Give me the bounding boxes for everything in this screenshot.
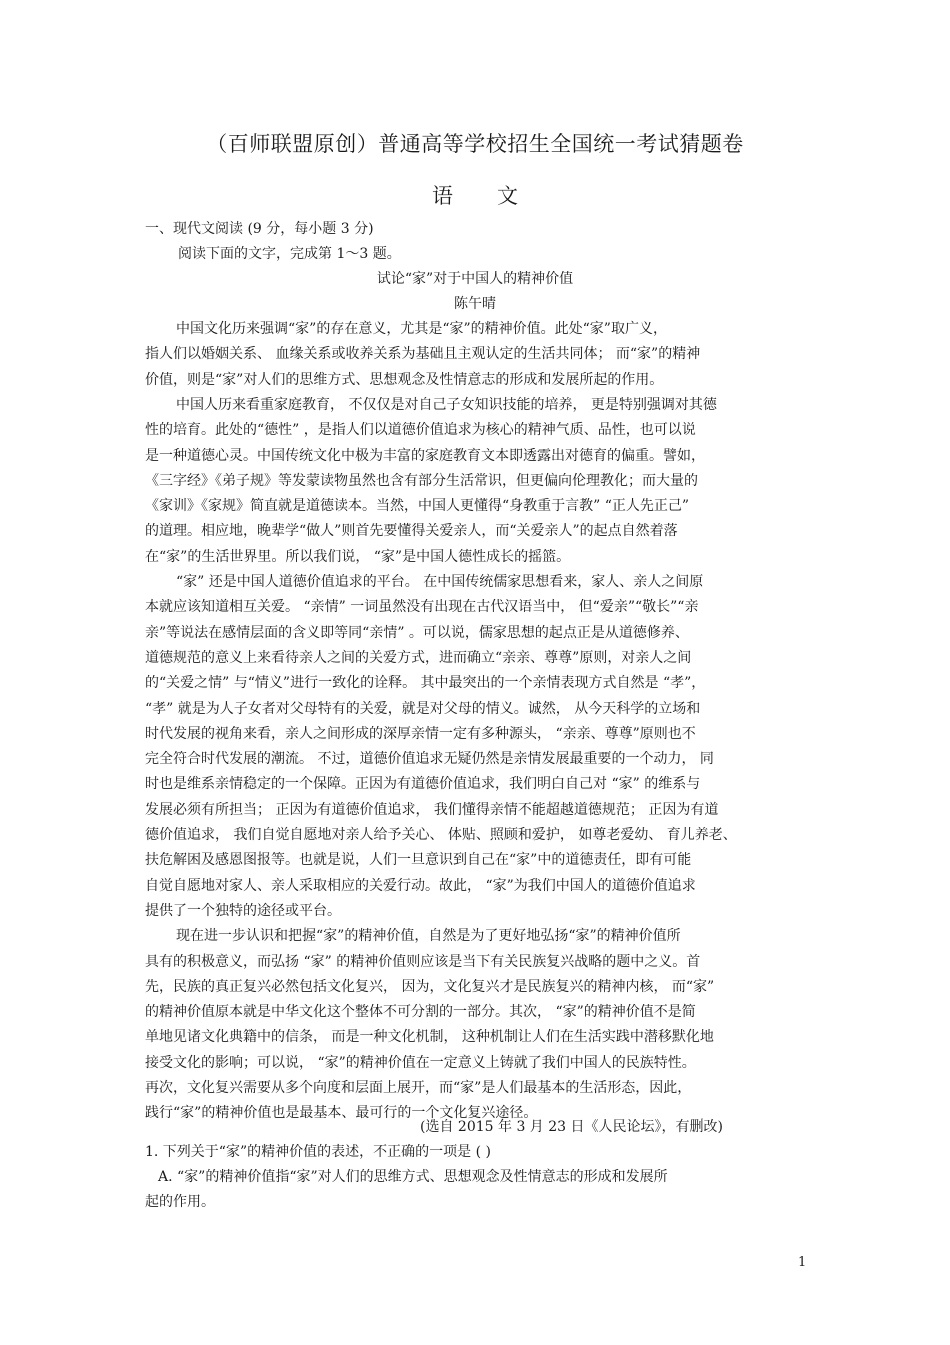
body-line: 指人们以婚姻关系、 血缘关系或收养关系为基础且主观认定的生活共同体； 而“家”的精神 bbox=[145, 346, 701, 362]
subject-char: 语 bbox=[432, 184, 453, 208]
body-line: 现在进一步认识和把握“家”的精神价值，自然是为了更好地弘扬“家”的精神价值所 bbox=[176, 928, 681, 944]
body-line: 亲”等说法在感情层面的含义即等同“亲情” 。可以说，儒家思想的起点正是从道德修养、 bbox=[145, 625, 689, 641]
body-line: 性的培育。此处的“德性” ，是指人们以道德价值追求为核心的精神气质、品性，也可以说 bbox=[145, 422, 696, 438]
body-line: 中国人历来看重家庭教育， 不仅仅是对自己子女知识技能的培养， 更是特别强调对其德 bbox=[176, 397, 717, 413]
body-line: 德价值追求， 我们自觉自愿地对亲人给予关心、 体贴、照顾和爱护， 如尊老爱幼、 育儿养老、 bbox=[145, 827, 737, 843]
reading-instruction: 阅读下面的文字，完成第 1～3 题。 bbox=[178, 246, 401, 262]
subject-heading bbox=[0, 180, 950, 210]
body-line: 道德规范的意义上来看待亲人之间的关爱方式，进而确立“亲亲、尊尊”原则，对亲人之间 bbox=[145, 650, 692, 666]
body-line: 时代发展的视角来看，亲人之间形成的深厚亲情一定有多种源头， “亲亲、尊尊”原则也不 bbox=[145, 726, 696, 742]
body-line: 自觉自愿地对家人、亲人采取相应的关爱行动。故此， “家”为我们中国人的道德价值追求 bbox=[145, 878, 696, 894]
body-line: 的精神价值原本就是中华文化这个整体不可分割的一部分。其次， “家”的精神价值不是简 bbox=[145, 1004, 696, 1020]
question-stem: 1. 下列关于“家”的精神价值的表述，不正确的一项是 ( ) bbox=[145, 1144, 491, 1160]
body-line: “家” 还是中国人道德价值追求的平台。 在中国传统儒家思想看来，家人、亲人之间原 bbox=[176, 574, 704, 590]
body-line: 《家训》《家规》简直就是道德读本。当然，中国人更懂得“身教重于言教” “正人先正己” bbox=[145, 498, 690, 514]
body-line: 时也是维系亲情稳定的一个保障。正因为有道德价值追求，我们明白自己对 “家” 的维系与 bbox=[145, 776, 701, 792]
section-heading: 一、现代文阅读 (9 分，每小题 3 分) bbox=[145, 221, 374, 237]
body-line: 单地见诸文化典籍中的信条， 而是一种文化机制， 这种机制让人们在生活实践中潜移默化地 bbox=[145, 1029, 714, 1045]
body-line: 的“关爱之情” 与“情义”进行一致化的诠释。 其中最突出的一个亲情表现方式自然是 “孝”， bbox=[145, 675, 706, 691]
body-line: “孝” 就是为人子女者对父母特有的关爱，就是对父母的情义。诚然， 从今天科学的立场和 bbox=[145, 701, 701, 717]
body-line: 在“家”的生活世界里。所以我们说， “家”是中国人德性成长的摇篮。 bbox=[145, 549, 571, 565]
question-option-a[interactable]: A. “家”的精神价值指“家”对人们的思维方式、思想观念及性情意志的形成和发展所 bbox=[158, 1169, 668, 1185]
question-option-a-continued: 起的作用。 bbox=[145, 1194, 215, 1210]
body-line: 再次，文化复兴需要从多个向度和层面上展开，而“家”是人们最基本的生活形态，因此， bbox=[145, 1080, 692, 1096]
article-author: 陈午晴 bbox=[454, 296, 496, 312]
body-line: 践行“家”的精神价值也是最基本、最可行的一个文化复兴途径。 bbox=[145, 1105, 538, 1121]
body-line: 价值，则是“家”对人们的思维方式、思想观念及性情意志的形成和发展所起的作用。 bbox=[145, 372, 664, 388]
body-line: 发展必须有所担当； 正因为有道德价值追求， 我们懂得亲情不能超越道德规范； 正因为有道 bbox=[145, 802, 719, 818]
page-number: 1 bbox=[798, 1255, 807, 1270]
body-line: 具有的积极意义，而弘扬 “家” 的精神价值则应该是当下有关民族复兴战略的题中之义。首 bbox=[145, 954, 701, 970]
body-line: 中国文化历来强调“家”的存在意义，尤其是“家”的精神价值。此处“家”取广义， bbox=[176, 321, 667, 337]
body-line: 《三字经》《弟子规》等发蒙读物虽然也含有部分生活常识，但更偏向伦理教化；而大量的 bbox=[145, 473, 698, 489]
body-line: 提供了一个独特的途径或平台。 bbox=[145, 903, 341, 919]
body-line: 是一种道德心灵。中国传统文化中极为丰富的家庭教育文本即透露出对德育的偏重。譬如， bbox=[145, 448, 705, 464]
exam-title: （百师联盟原创）普通高等学校招生全国统一考试猜题卷 bbox=[206, 132, 744, 156]
body-line: 先，民族的真正复兴必然包括文化复兴， 因为，文化复兴才是民族复兴的精神内核， 而“家” bbox=[145, 979, 715, 995]
article-title: 试论“家”对于中国人的精神价值 bbox=[376, 271, 574, 287]
article-source: (选自 2015 年 3 月 23 日《人民论坛》，有删改) bbox=[420, 1119, 723, 1135]
body-line: 的道理。相应地，晚辈学“做人”则首先要懂得关爱亲人，而“关爱亲人”的起点自然着落 bbox=[145, 523, 678, 539]
subject-char: 文 bbox=[497, 184, 518, 208]
body-line: 本就应该知道相互关爱。 “亲情” 一词虽然没有出现在古代汉语当中， 但“爱亲”“敬长”“亲 bbox=[145, 599, 699, 615]
body-line: 完全符合时代发展的潮流。 不过，道德价值追求无疑仍然是亲情发展最重要的一个动力， 同 bbox=[145, 751, 714, 767]
body-line: 扶危解困及感恩图报等。也就是说，人们一旦意识到自己在“家”中的道德责任，即有可能 bbox=[145, 852, 692, 868]
body-line: 接受文化的影响；可以说， “家”的精神价值在一定意义上铸就了我们中国人的民族特性。 bbox=[145, 1055, 696, 1071]
